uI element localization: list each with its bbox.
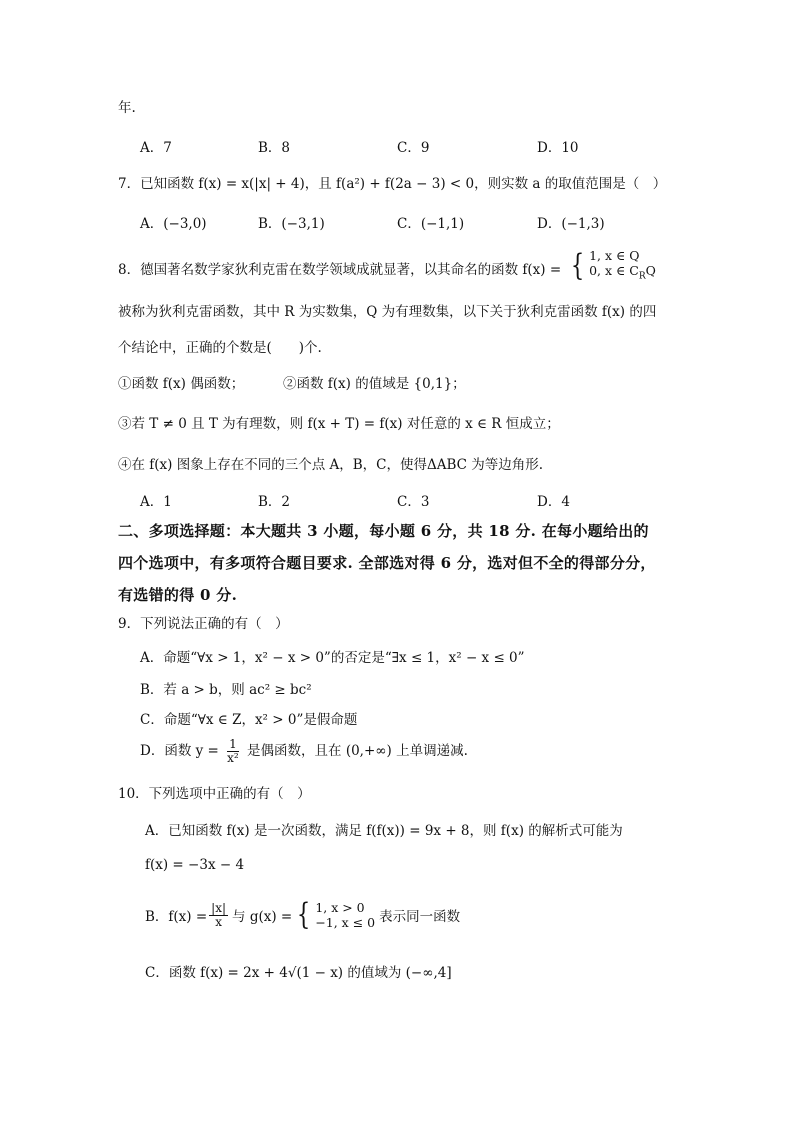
- dirichlet-piecewise: [568, 248, 656, 285]
- question-8-stem-line3: 个结论中，正确的个数是( )个.: [118, 340, 322, 356]
- section-2-heading-line3: 有选错的得 0 分.: [118, 586, 238, 604]
- statement-4: ④在 f(x) 图象上存在不同的三个点 A，B，C，使得ΔABC 为等边角形.: [118, 457, 544, 473]
- fraction: $\frac{1}{\text{x²}}$: [227, 737, 239, 765]
- question-9-stem: 9．下列说法正确的有（ ）: [118, 616, 289, 632]
- question-9-option-c: C．命题“∀x ∈ Z，x² > 0”是假命题: [140, 712, 358, 728]
- option-d: D．4: [537, 494, 570, 510]
- question-9-option-b: B．若 a > b，则 ac² ≥ bc²: [140, 682, 312, 698]
- question-8-stem-line1: 8．德国著名数学家狄利克雷在数学领域成就显著，以其命名的函数 f(x) =: [118, 262, 562, 278]
- question-9-option-d: D．函数 y = $\frac{1}{\text{x²}}$ 是偶函数，且在 (0,+∞) 上单调递减.: [140, 737, 468, 765]
- question-10-stem: 10．下列选项中正确的有（ ）: [118, 786, 311, 802]
- piece-rational: 1, x ∈ Q: [589, 248, 640, 263]
- piecewise-lines: 1, x > 0 −1, x ≤ 0: [315, 900, 376, 930]
- option-c: C．(−1,1): [397, 216, 465, 232]
- option-a: A．(−3,0): [140, 216, 207, 232]
- option-b: B．8: [258, 140, 291, 156]
- section-2-heading-line2: 四个选项中，有多项符合题目要求. 全部选对得 6 分，选对但不全的得部分分，: [118, 554, 656, 572]
- question-7-stem: 7．已知函数 f(x) = x(|x| + 4)，且 f(a²) + f(2a − 3) < 0，则实数 a 的取值范围是（ ）: [118, 176, 667, 192]
- question-10-option-a-line2: f(x) = −3x − 4: [145, 857, 245, 873]
- option-b: B．2: [258, 494, 291, 510]
- option-a: A．1: [140, 494, 172, 510]
- statement-3: ③若 T ≠ 0 且 T 为有理数，则 f(x + T) = f(x) 对任意的 x ∈ R 恒成立；: [118, 416, 560, 432]
- option-c: C．9: [397, 140, 430, 156]
- question-6-stem-tail: 年.: [118, 100, 136, 116]
- option-c: C．3: [397, 494, 430, 510]
- piece-irrational: 0, x ∈ $C_RQ$: [589, 263, 656, 282]
- fraction: $\frac{|x|}{x}$: [211, 900, 227, 929]
- option-d: D．10: [537, 140, 579, 156]
- left-brace: {: [297, 897, 311, 932]
- option-d: D．(−1,3): [537, 216, 605, 232]
- question-9-option-a: A．命题“∀x > 1，x² − x > 0”的否定是“∃x ≤ 1，x² − x ≤ 0”: [140, 650, 525, 666]
- question-10-option-b: B．f(x) = $\frac{|x|}{x}$ 与 g(x) = { 1, x > 0 −1, x ≤ 0 表示同一函数: [145, 897, 461, 932]
- question-8-stem-line2: 被称为狄利克雷函数，其中 R 为实数集，Q 为有理数集，以下关于狄利克雷函数 f(x) 的四: [118, 304, 657, 320]
- question-10-option-a-line1: A．已知函数 f(x) 是一次函数，满足 f(f(x)) = 9x + 8，则 f(x) 的解析式可能为: [145, 823, 623, 839]
- option-a: A．7: [140, 140, 172, 156]
- statement-2: ②函数 f(x) 的值域是 {0,1}；: [283, 376, 466, 392]
- left-brace: {: [570, 248, 585, 284]
- section-2-heading-line1: 二、多项选择题：本大题共 3 小题，每小题 6 分，共 18 分. 在每小题给出的: [118, 522, 649, 540]
- option-b: B．(−3,1): [258, 216, 325, 232]
- statement-1: ①函数 f(x) 偶函数；: [118, 376, 245, 392]
- question-10-option-c: C．函数 f(x) = 2x + 4√(1 − x) 的值域为 (−∞,4]: [145, 965, 452, 981]
